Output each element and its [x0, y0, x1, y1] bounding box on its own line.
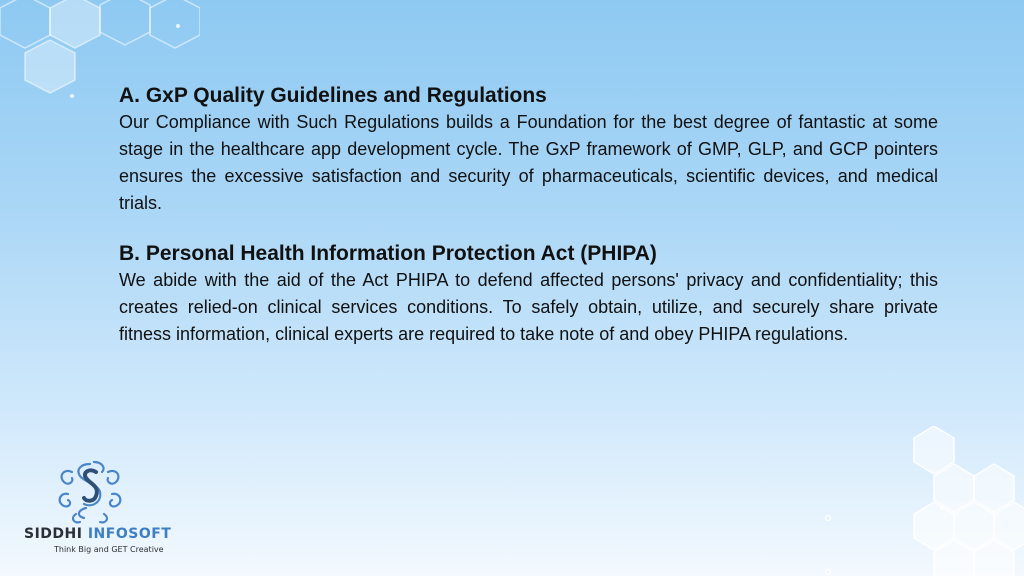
section-heading: A. GxP Quality Guidelines and Regulations: [119, 84, 547, 107]
section-body: Our Compliance with Such Regulations builds a Foundation for the best degree of fantastic at some stage in the healthcare app development cycle. The GxP framework of GMP, GLP, and GCP pointers ensures the excessive satisfaction and security of pharmaceuticals, scientific devices, and medical trials.: [119, 112, 938, 213]
logo-tagline: Think Big and GET Creative: [54, 545, 164, 554]
company-logo: [24, 458, 172, 560]
logo-name-part1: SIDDHI: [24, 526, 88, 542]
hexagon-pattern-bottom-right: [824, 426, 1024, 576]
logo-s-emblem-icon: [50, 458, 130, 526]
section-phipa: [119, 240, 938, 348]
content-area: [119, 82, 938, 348]
section-heading: B. Personal Health Information Protection Act (PHIPA): [119, 242, 657, 265]
logo-name-part2: INFOSOFT: [87, 526, 172, 542]
logo-wordmark: [24, 526, 172, 542]
section-body: We abide with the aid of the Act PHIPA to defend affected persons' privacy and confidentiality; this creates relied-on clinical services conditions. To safely obtain, utilize, and securely share private fitness information, clinical experts are required to take note of and obey PHIPA regulations.: [119, 270, 938, 344]
section-gxp: [119, 82, 938, 217]
